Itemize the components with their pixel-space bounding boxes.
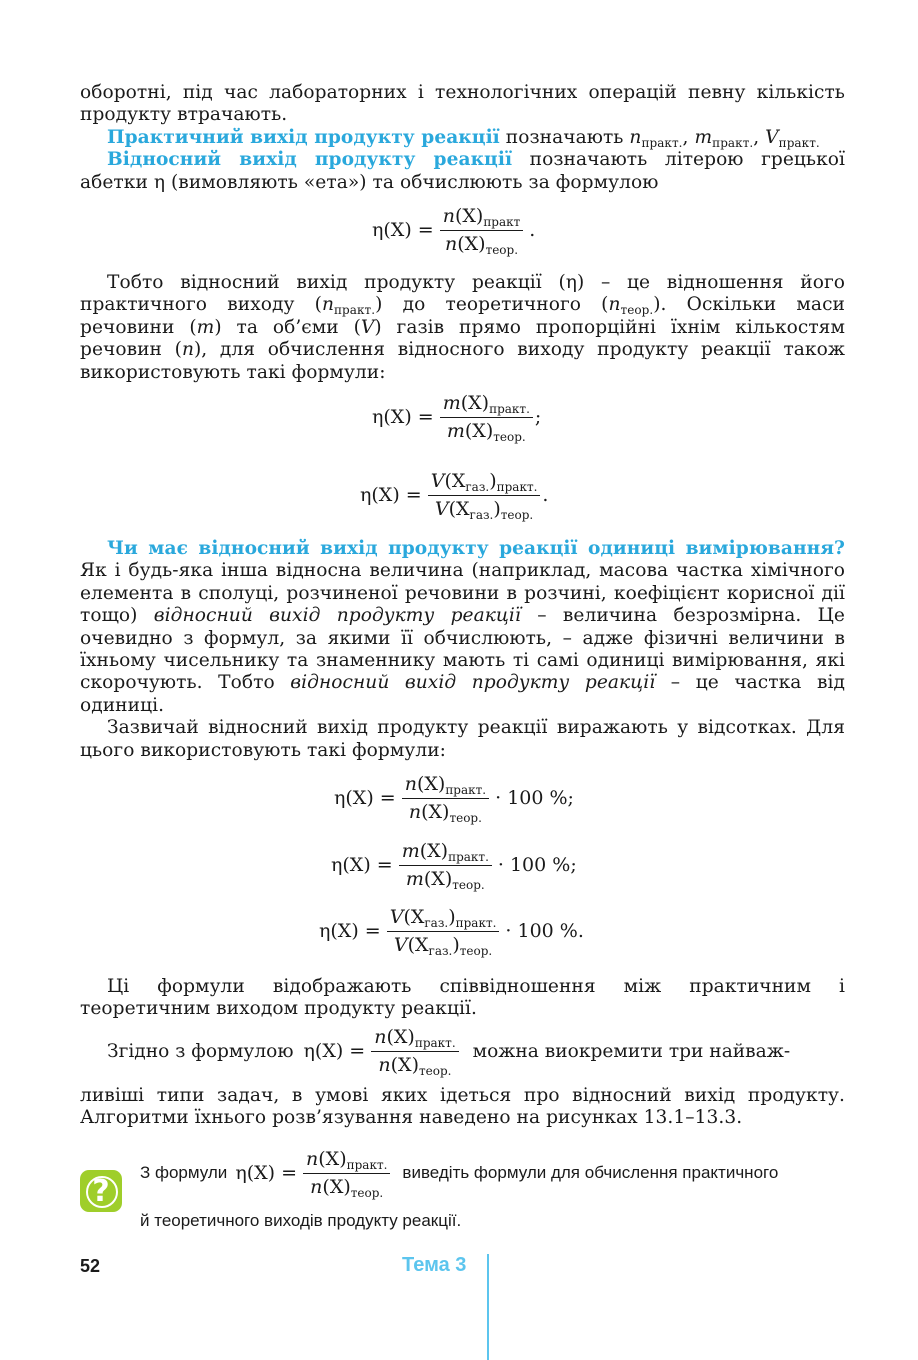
body-text <box>80 82 845 194</box>
formula-eta-m: η(X) = $\frac{m(X)_{практ.}}{m(X)_{теор.}}$ ; <box>372 392 542 444</box>
formula-eta-m-percent: η(X) = $\frac{m(X)_{практ.}}{m(X)_{теор.}}$ · 100 %; <box>331 840 577 892</box>
paragraph-1: оборотні, під час лабораторних і технологічних операцій певну кількість продукту втрачають. <box>80 82 845 126</box>
body-text-2 <box>80 272 845 384</box>
formula-eta-n: η(X) = $\frac{n(X)_{практ}}{n(X)_{теор.}}$ . <box>372 205 536 257</box>
formula-eta-n-percent: η(X) = $\frac{n(X)_{практ.}}{n(X)_{теор.}}$ · 100 %; <box>334 773 574 825</box>
paragraph-percent: Зазвичай відносний вихід продукту реакції виражають у відсотках. Для цього використовують такі формули: <box>80 717 845 761</box>
formula-eta-v-percent: η(X) = $\frac{V(X_{газ.})_{практ.}}{V(X_{газ.})_{теор.}}$ · 100 %. <box>319 906 584 958</box>
paragraph-tasks-rest: ливіші типи задач, в умові яких ідеться про відносний вихід продукту. Алгоритми їхнього розв’язування наведено на рисунках 13.1–13.3. <box>80 1085 845 1129</box>
term-practical-yield: Практичний вихід продукту реакції <box>107 126 500 148</box>
topic-label: Тема 3 <box>402 1254 467 1276</box>
question-task-line2: й теоретичного виходів продукту реакції. <box>140 1211 462 1230</box>
paragraph-relative-yield: Відносний вихід продукту реакції позначають літерою грецької абетки η (вимовляють «ета») та обчислюють за формулою <box>80 149 845 193</box>
question-mark-icon: ? <box>80 1170 122 1212</box>
formula-eta-v: η(X) = $\frac{V(X_{газ.})_{практ.}}{V(X_{газ.})_{теор.}}$ . <box>360 470 549 522</box>
paragraph-4: Тобто відносний вихід продукту реакції (η) – це відношення його практичного виходу $(n_{практ.})$ до теоретичного $(n_{теор.})$. Оскільки маси речовини (m) та об’єми (V) газів прямо пропорційні їхнім кількостям речовин (n), для обчислення відносного виходу продукту реакції також використовують такі формули: <box>80 272 845 383</box>
paragraph-practical-yield: Практичний вихід продукту реакції позначають $n_{практ.}$, $m_{практ.}$, $V_{практ.}$ <box>107 126 820 150</box>
question-task: З формули η(X) = $\frac{n(X)_{практ.}}{n(X)_{теор.}}$ виведіть формули для обчислення практичного <box>140 1148 779 1200</box>
question-units: Чи має відносний вихід продукту реакції одиниці вимірювання? <box>107 538 845 559</box>
page-number: 52 <box>80 1256 101 1276</box>
paragraph-units: Чи має відносний вихід продукту реакції одиниці вимірювання? Як і будь-яка інша відносна величина (наприклад, масова частка хімічного елемента в сполуці, розчиненої речовини в розчині, коефіцієнт корисної дії тощо) відносний вихід продукту реакції – величина безрозмірна. Це очевидно з формул, за якими її обчислюють, – адже фізичні величини в їхньому чисельнику та знаменнику мають ті самі одиниці вимірювання, які скорочують. Тобто відносний вихід продукту реакції – це частка від одиниці. <box>80 538 845 716</box>
formula-question: η(X) = $\frac{n(X)_{практ.}}{n(X)_{теор.}}$ <box>235 1148 396 1198</box>
formula-inline-eta: η(X) = $\frac{n(X)_{практ.}}{n(X)_{теор.}}$ <box>304 1026 465 1076</box>
paragraph-relation: Ці формули відображають співвідношення між практичним і теоретичним виходом продукту реакції. <box>80 976 845 1020</box>
body-text-3 <box>80 538 845 762</box>
body-text-4 <box>80 976 845 1021</box>
footer-divider <box>487 1254 489 1360</box>
paragraph-tasks-line1: Згідно з формулою η(X) = $\frac{n(X)_{практ.}}{n(X)_{теор.}}$ можна виокремити три найваж- <box>107 1026 791 1078</box>
term-relative-yield: Відносний вихід продукту реакції <box>107 149 513 171</box>
